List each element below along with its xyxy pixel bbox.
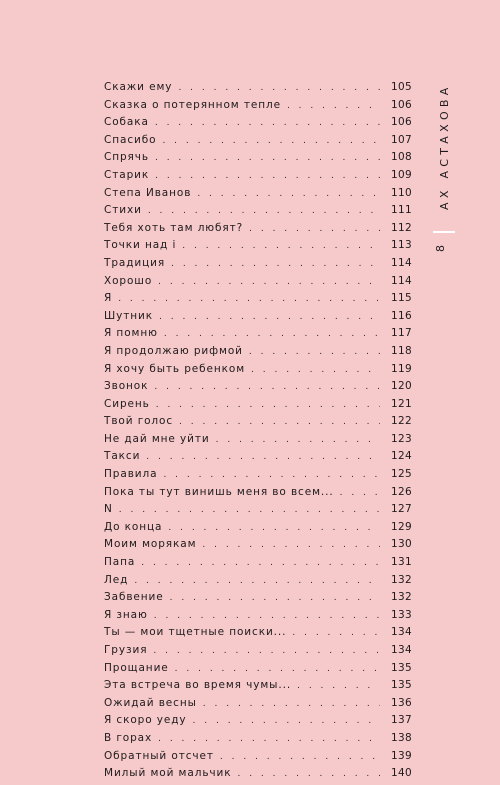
toc-entry-page: 132 [391, 573, 412, 586]
toc-leader-dots [118, 294, 380, 304]
toc-leader-dots [203, 699, 380, 709]
toc-leader-dots [141, 558, 380, 568]
toc-leader-dots [287, 101, 380, 111]
toc-entry-page: 115 [391, 292, 412, 305]
toc-entry-page: 137 [391, 714, 412, 727]
toc-entry [104, 714, 412, 732]
author-name: АХ АСТАХОВА [438, 83, 451, 210]
toc-entry-page: 134 [391, 644, 412, 656]
toc-leader-dots [155, 171, 380, 181]
toc-entry-page: 109 [391, 168, 412, 181]
toc-entry [104, 116, 412, 134]
toc-entry-title: Твой голос [104, 415, 174, 428]
toc-entry-page: 116 [391, 309, 412, 322]
toc-entry [104, 697, 412, 715]
toc-entry [104, 450, 412, 468]
toc-entry-title: Я продолжаю рифмой [104, 344, 243, 357]
toc-entry [104, 415, 412, 433]
toc-entry-title: Я помню [104, 327, 158, 340]
toc-leader-dots [251, 365, 380, 375]
toc-entry-page: 121 [391, 397, 412, 410]
toc-entry-page: 126 [391, 485, 412, 498]
toc-entry [104, 81, 412, 99]
toc-entry-page: 110 [391, 186, 412, 199]
toc-leader-dots [202, 540, 380, 550]
toc-entry [104, 99, 412, 117]
toc-entry-page: 117 [391, 327, 412, 340]
toc-leader-dots [220, 752, 380, 762]
toc-entry-title: Ожидай весны [104, 696, 197, 709]
page-number: 8 [434, 245, 447, 252]
toc-leader-dots [156, 400, 380, 410]
toc-leader-dots [155, 118, 380, 128]
toc-entry-title: Лед [104, 573, 129, 586]
toc-entry-page: 114 [391, 256, 412, 269]
toc-leader-dots [178, 83, 380, 93]
toc-entry [104, 644, 412, 662]
toc-entry [104, 767, 412, 785]
toc-entry-page: 106 [391, 116, 412, 129]
toc-entry-title: Собака [104, 116, 149, 129]
toc-entry [104, 239, 412, 257]
toc-entry-page: 133 [391, 608, 412, 621]
toc-entry-title: Старик [104, 168, 150, 181]
toc-leader-dots [119, 505, 380, 515]
toc-entry-page: 105 [391, 81, 412, 93]
toc-entry-page: 139 [391, 749, 412, 762]
toc-entry [104, 609, 412, 627]
toc-entry-title: Я [104, 292, 113, 305]
toc-entry [104, 310, 412, 328]
toc-entry-page: 130 [391, 538, 412, 551]
toc-entry [104, 292, 412, 310]
toc-entry [104, 521, 412, 539]
toc-leader-dots [168, 523, 380, 533]
toc-entry-title: Сказка о потерянном тепле [104, 98, 281, 111]
toc-leader-dots [146, 452, 380, 462]
toc-entry-page: 106 [391, 98, 412, 111]
toc-entry-title: Традиция [104, 256, 166, 269]
toc-leader-dots [179, 417, 380, 427]
toc-entry-title: Точки над i [104, 239, 177, 252]
toc-leader-dots [340, 488, 380, 498]
toc-entry [104, 468, 412, 486]
toc-leader-dots [158, 277, 380, 287]
toc-entry [104, 327, 412, 345]
toc-leader-dots [171, 259, 380, 269]
toc-leader-dots [170, 593, 380, 603]
running-head [431, 52, 459, 282]
toc-entry [104, 222, 412, 240]
toc-entry [104, 204, 412, 222]
toc-entry-title: Папа [104, 556, 136, 569]
toc-entry-page: 132 [391, 591, 412, 604]
toc-entry-page: 125 [391, 468, 412, 481]
toc-entry [104, 345, 412, 363]
toc-leader-dots [249, 347, 380, 357]
toc-entry-page: 107 [391, 133, 412, 146]
toc-entry-page: 119 [391, 362, 412, 375]
toc-entry [104, 134, 412, 152]
toc-leader-dots [154, 382, 380, 392]
toc-entry-page: 112 [391, 221, 412, 234]
toc-leader-dots [154, 611, 380, 621]
toc-leader-dots [193, 716, 380, 726]
toc-entry-page: 140 [391, 767, 412, 780]
toc-entry-page: 127 [391, 503, 412, 516]
toc-entry [104, 591, 412, 609]
toc-entry-title: Звонок [104, 380, 149, 393]
toc-leader-dots [182, 241, 380, 251]
toc-entry-title: Милый мой мальчик [104, 767, 232, 780]
toc-entry [104, 187, 412, 205]
toc-entry-page: 118 [391, 344, 412, 357]
toc-entry-title: До конца [104, 520, 163, 533]
toc-entry-page: 123 [391, 432, 412, 445]
toc-entry-title: Забвение [104, 591, 164, 604]
toc-entry-page: 135 [391, 679, 412, 692]
toc-entry-title: Моим морякам [104, 538, 197, 551]
toc-leader-dots [153, 646, 380, 656]
toc-entry-title: Обратный отсчет [104, 749, 214, 762]
toc-entry-title: Стихи [104, 204, 142, 217]
toc-entry-page: 129 [391, 520, 412, 533]
toc-entry [104, 556, 412, 574]
toc-entry-title: Пока ты тут винишь меня во всем... [104, 485, 334, 498]
toc-entry-page: 114 [391, 274, 412, 287]
toc-entry-title: Правила [104, 468, 158, 481]
toc-entry-title: N [104, 503, 113, 516]
toc-entry-page: 131 [391, 556, 412, 569]
toc-entry-title: В горах [104, 731, 153, 744]
toc-entry-title: Я знаю [104, 608, 148, 621]
toc-entry [104, 679, 412, 697]
toc-entry [104, 363, 412, 381]
toc-leader-dots [164, 329, 380, 339]
toc-entry [104, 275, 412, 293]
toc-entry-page: 120 [391, 380, 412, 393]
toc-entry-title: Эта встреча во время чумы... [104, 679, 292, 692]
toc-entry [104, 662, 412, 680]
toc-entry-page: 136 [391, 696, 412, 709]
toc-entry-title: Тебя хоть там любят? [104, 221, 244, 234]
toc-entry-title: Сирень [104, 397, 150, 410]
toc-leader-dots [237, 769, 380, 779]
toc-leader-dots [134, 576, 380, 586]
toc-entry-title: Спрячь [104, 151, 149, 164]
toc-entry-title: Грузия [104, 644, 148, 656]
toc-entry-page: 134 [391, 626, 412, 639]
toc-leader-dots [216, 435, 380, 445]
toc-entry [104, 750, 412, 768]
toc-entry-title: Прощание [104, 661, 169, 674]
toc-leader-dots [197, 189, 380, 199]
toc-leader-dots [163, 470, 380, 480]
toc-entry-page: 113 [391, 239, 412, 252]
toc-leader-dots [155, 153, 380, 163]
toc-entry-title: Я хочу быть ребенком [104, 362, 246, 375]
toc-entry-title: Спасибо [104, 133, 157, 146]
running-head-divider [433, 231, 455, 233]
toc-leader-dots [292, 628, 380, 638]
toc-entry [104, 538, 412, 556]
toc-entry-title: Я скоро уеду [104, 714, 187, 727]
toc-entry [104, 503, 412, 521]
toc-leader-dots [162, 136, 380, 146]
toc-entry-title: Скажи ему [104, 81, 173, 93]
toc-leader-dots [159, 312, 380, 322]
toc-leader-dots [297, 681, 380, 691]
toc-entry [104, 574, 412, 592]
toc-entry-title: Степа Иванов [104, 186, 192, 199]
toc-entry [104, 486, 412, 504]
toc-entry [104, 626, 412, 644]
toc-entry [104, 398, 412, 416]
toc-entry-page: 108 [391, 151, 412, 164]
toc-entry-page: 138 [391, 731, 412, 744]
toc-entry-title: Хорошо [104, 274, 153, 287]
toc-entry-page: 122 [391, 415, 412, 428]
toc-leader-dots [175, 664, 380, 674]
toc-entry-title: Не дай мне уйти [104, 432, 210, 445]
toc-entry-title: Ты — мои тщетные поиски... [104, 626, 287, 639]
toc-leader-dots [158, 734, 380, 744]
toc-entry-page: 124 [391, 450, 412, 463]
toc-leader-dots [148, 206, 380, 216]
toc-entry-title: Такси [104, 450, 141, 463]
toc-entry [104, 732, 412, 750]
toc-entry [104, 433, 412, 451]
toc-entry [104, 169, 412, 187]
toc-entry [104, 151, 412, 169]
toc-entry-title: Шутник [104, 309, 153, 322]
toc-entry [104, 257, 412, 275]
toc-entry-page: 135 [391, 661, 412, 674]
table-of-contents [104, 81, 412, 785]
toc-entry-page: 111 [391, 204, 412, 217]
toc-entry [104, 380, 412, 398]
toc-leader-dots [249, 224, 380, 234]
